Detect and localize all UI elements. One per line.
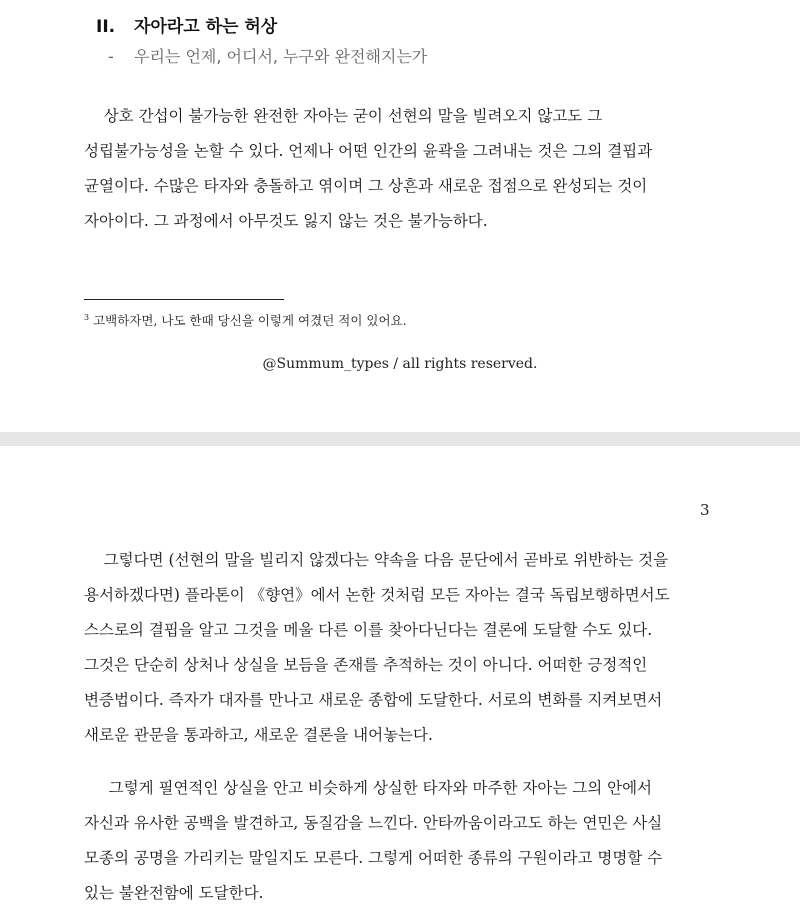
footnote-marker: 3 (84, 312, 90, 322)
paragraph-line: 용서하겠다면) 플라톤이 《향연》에서 논한 것처럼 모든 자아는 결국 독립보행하면서도 (84, 586, 670, 604)
footnote-divider (84, 299, 284, 300)
copyright-credit: @Summum_types / all rights reserved. (262, 356, 538, 372)
footnote-text: 고백하자면, 나도 한때 당신을 이렇게 여겼던 적이 있어요. (93, 313, 407, 328)
document-page-bottom (0, 446, 800, 920)
paragraph-line: 자신과 유사한 공백을 발견하고, 동질감을 느낀다. 안타까움이라고도 하는 연민은 사실 (84, 814, 663, 832)
paragraph-line: 새로운 관문을 통과하고, 새로운 결론을 내어놓는다. (84, 726, 433, 744)
paragraph-line: 있는 불완전함에 도달한다. (84, 884, 264, 902)
paragraph-line: 자아이다. 그 과정에서 아무것도 잃지 않는 것은 불가능하다. (84, 212, 488, 230)
paragraph-line: 균열이다. 수많은 타자와 충돌하고 엮이며 그 상흔과 새로운 접점으로 완성되는 것이 (84, 177, 648, 195)
body-paragraph-1 (84, 543, 724, 753)
section-subtitle (108, 44, 427, 67)
page-separator (0, 432, 800, 446)
paragraph-line: 모종의 공명을 가리키는 말일지도 모른다. 그렇게 어떠한 종류의 구원이라고 명명할 수 (84, 849, 663, 867)
paragraph-line: 변증법이다. 즉자가 대자를 만나고 새로운 종합에 도달한다. 서로의 변화를 지켜보면서 (84, 691, 663, 709)
paragraph-line: 그렇게 필연적인 상실을 안고 비슷하게 상실한 타자와 마주한 자아는 그의 안에서 (84, 779, 653, 797)
subtitle-text: 우리는 언제, 어디서, 누구와 완전해지는가 (134, 47, 428, 66)
body-paragraph-2 (84, 771, 724, 911)
page-number: 3 (700, 501, 710, 519)
paragraph-line: 스스로의 결핍을 알고 그것을 메울 다른 이를 찾아다닌다는 결론에 도달할 수도 있다. (84, 621, 653, 639)
subtitle-dash: - (108, 47, 114, 66)
paragraph-line: 상호 간섭이 불가능한 완전한 자아는 굳이 선현의 말을 빌려오지 않고도 그 (84, 107, 603, 125)
section-heading (96, 12, 277, 37)
paragraph-line: 그것은 단순히 상처나 상실을 보듬을 존재를 추적하는 것이 아니다. 어떠한 긍정적인 (84, 656, 648, 674)
document-page-top (0, 0, 800, 432)
footnote (84, 311, 407, 329)
section-number: II. (96, 17, 116, 37)
paragraph-line: 그렇다면 (선현의 말을 빌리지 않겠다는 약속을 다음 문단에서 곧바로 위반하는 것을 (84, 551, 669, 569)
body-paragraph-top (84, 99, 724, 239)
paragraph-line: 성립불가능성을 논할 수 있다. 언제나 어떤 인간의 윤곽을 그려내는 것은 그의 결핍과 (84, 142, 653, 160)
section-title: 자아라고 하는 허상 (134, 17, 278, 37)
